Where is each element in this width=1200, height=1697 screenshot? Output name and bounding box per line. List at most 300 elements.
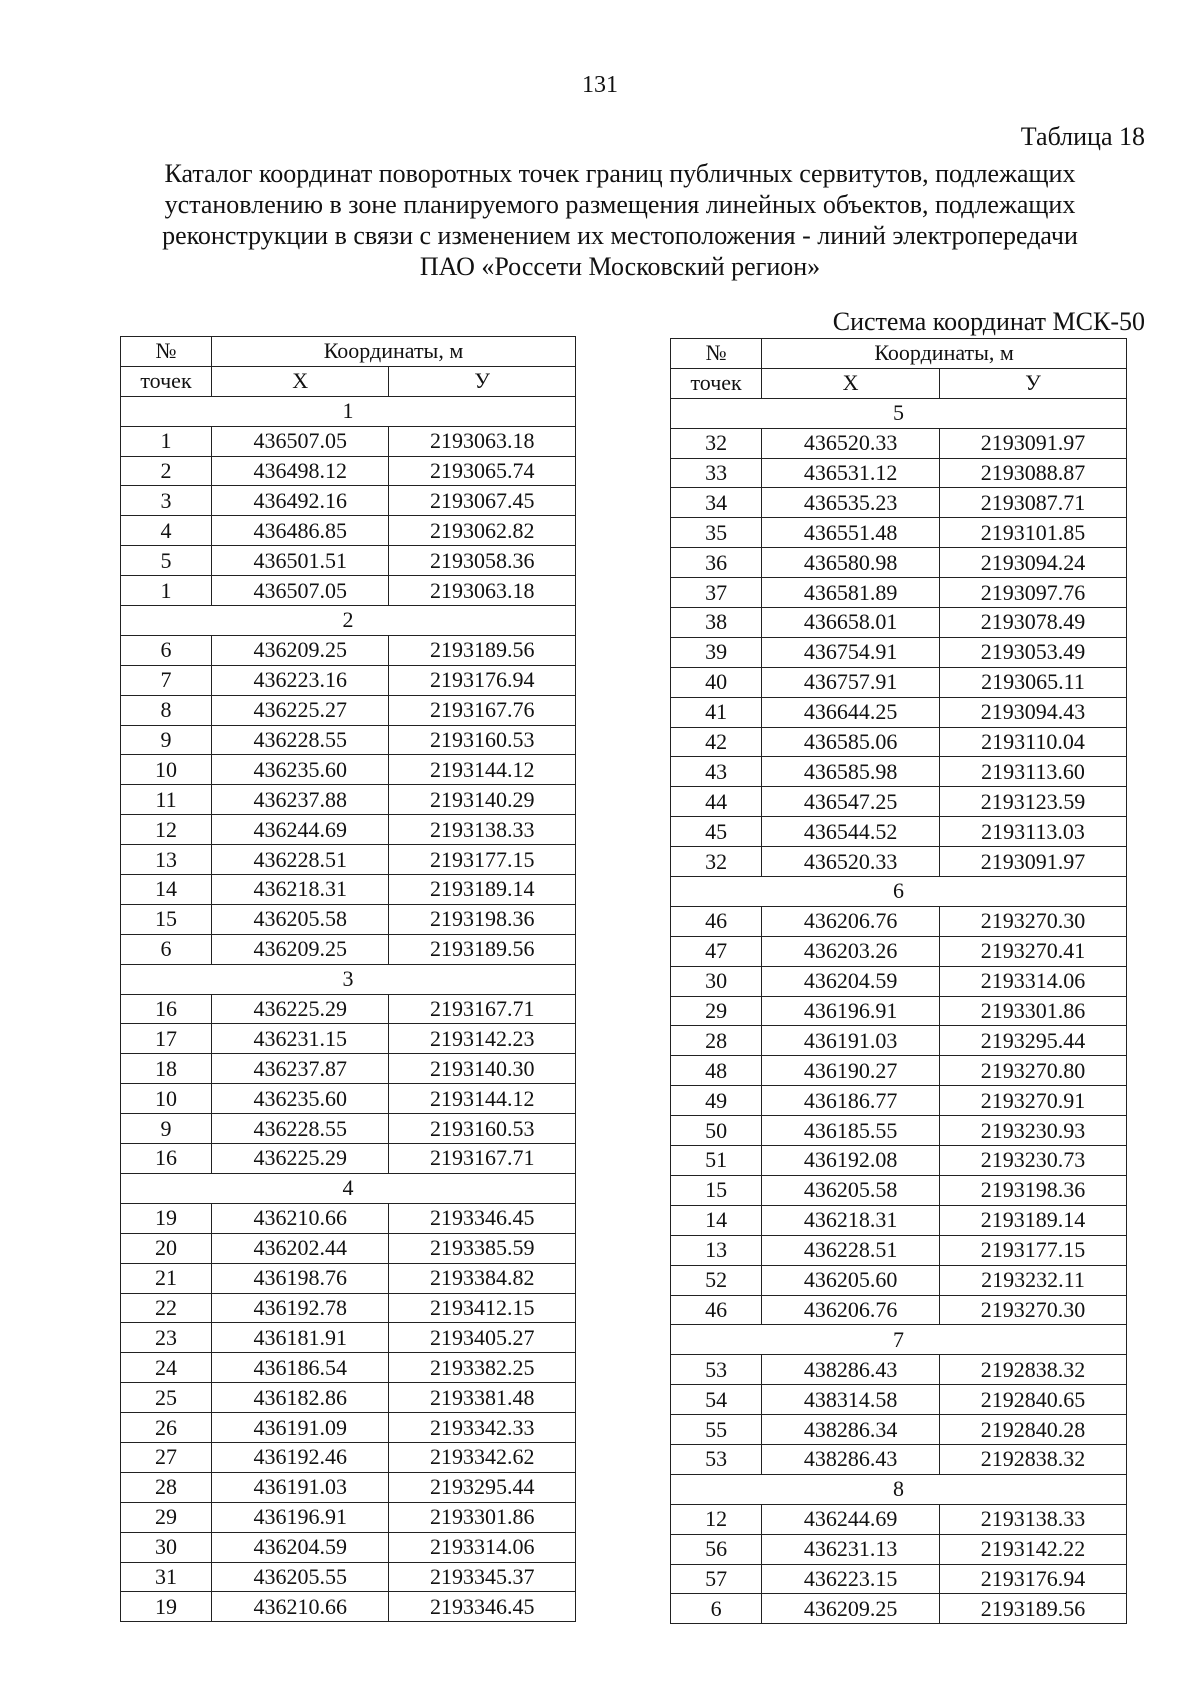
table-row	[671, 458, 1127, 488]
x-coordinate: 436218.31	[212, 875, 389, 905]
y-coordinate: 2193088.87	[940, 458, 1127, 488]
x-coordinate: 436204.59	[762, 966, 940, 996]
y-coordinate: 2193167.76	[389, 695, 576, 725]
point-number: 41	[671, 697, 762, 727]
point-number: 9	[121, 725, 212, 755]
table-row	[121, 1383, 576, 1413]
point-number: 27	[121, 1442, 212, 1472]
group-number: 7	[671, 1325, 1127, 1355]
table-row	[671, 1534, 1127, 1564]
table-row	[121, 1532, 576, 1562]
table-row	[671, 1235, 1127, 1265]
x-coordinate: 436235.60	[212, 1084, 389, 1114]
point-number: 12	[121, 815, 212, 845]
point-number: 36	[671, 548, 762, 578]
table-row	[671, 1564, 1127, 1594]
table-row	[121, 934, 576, 964]
header-points: точек	[671, 368, 762, 398]
x-coordinate: 436225.27	[212, 695, 389, 725]
header-number: №	[671, 339, 762, 369]
x-coordinate: 436205.58	[762, 1175, 940, 1205]
table-row	[671, 697, 1127, 727]
y-coordinate: 2193314.06	[389, 1532, 576, 1562]
y-coordinate: 2193381.48	[389, 1383, 576, 1413]
point-number: 1	[121, 426, 212, 456]
header-number: №	[121, 337, 212, 367]
point-number: 6	[121, 635, 212, 665]
point-number: 56	[671, 1534, 762, 1564]
header-points: точек	[121, 366, 212, 396]
group-number: 5	[671, 398, 1127, 428]
header-x: Х	[212, 366, 389, 396]
y-coordinate: 2193063.18	[389, 576, 576, 606]
table-row	[671, 1026, 1127, 1056]
table-row	[121, 1024, 576, 1054]
table-header-row	[121, 366, 576, 396]
table-row	[121, 516, 576, 546]
point-number: 46	[671, 1295, 762, 1325]
table-row	[121, 456, 576, 486]
x-coordinate: 436581.89	[762, 578, 940, 608]
x-coordinate: 436223.16	[212, 665, 389, 695]
point-number: 17	[121, 1024, 212, 1054]
table-row	[121, 904, 576, 934]
y-coordinate: 2193342.33	[389, 1413, 576, 1443]
coordinate-system-label: Система координат МСК-50	[832, 307, 1145, 336]
point-number: 29	[121, 1502, 212, 1532]
table-row	[671, 1415, 1127, 1445]
table-row	[671, 996, 1127, 1026]
point-number: 51	[671, 1146, 762, 1176]
y-coordinate: 2193384.82	[389, 1263, 576, 1293]
group-number: 2	[121, 606, 576, 636]
table-row	[671, 1116, 1127, 1146]
point-number: 33	[671, 458, 762, 488]
x-coordinate: 436225.29	[212, 1144, 389, 1174]
y-coordinate: 2193094.43	[940, 697, 1127, 727]
title-line: реконструкции в связи с изменением их местоположения - линий электропередачи	[162, 221, 1078, 250]
y-coordinate: 2193176.94	[940, 1564, 1127, 1594]
y-coordinate: 2193113.03	[940, 817, 1127, 847]
x-coordinate: 436225.29	[212, 994, 389, 1024]
table-row	[121, 875, 576, 905]
table-row	[121, 1323, 576, 1353]
point-number: 32	[671, 847, 762, 877]
point-number: 7	[121, 665, 212, 695]
x-coordinate: 436757.91	[762, 667, 940, 697]
x-coordinate: 436209.25	[212, 934, 389, 964]
point-number: 16	[121, 994, 212, 1024]
table-row	[121, 1263, 576, 1293]
table-row	[121, 1084, 576, 1114]
table-row	[671, 1385, 1127, 1415]
point-number: 47	[671, 936, 762, 966]
point-number: 42	[671, 727, 762, 757]
point-number: 50	[671, 1116, 762, 1146]
table-row	[671, 667, 1127, 697]
table-header-row	[671, 339, 1127, 369]
group-number: 8	[671, 1474, 1127, 1504]
x-coordinate: 436237.88	[212, 785, 389, 815]
y-coordinate: 2193065.74	[389, 456, 576, 486]
x-coordinate: 436228.55	[212, 1114, 389, 1144]
y-coordinate: 2193065.11	[940, 667, 1127, 697]
x-coordinate: 436551.48	[762, 518, 940, 548]
table-row	[671, 1594, 1127, 1624]
y-coordinate: 2193342.62	[389, 1442, 576, 1472]
x-coordinate: 436191.03	[212, 1472, 389, 1502]
point-number: 29	[671, 996, 762, 1026]
table-row	[671, 966, 1127, 996]
y-coordinate: 2193140.29	[389, 785, 576, 815]
group-row	[121, 396, 576, 426]
point-number: 45	[671, 817, 762, 847]
point-number: 53	[671, 1355, 762, 1385]
group-row	[121, 1173, 576, 1203]
group-row	[671, 1325, 1127, 1355]
x-coordinate: 436231.13	[762, 1534, 940, 1564]
group-row	[671, 1474, 1127, 1504]
table-row	[121, 1233, 576, 1263]
point-number: 10	[121, 1084, 212, 1114]
x-coordinate: 436658.01	[762, 608, 940, 638]
point-number: 28	[671, 1026, 762, 1056]
table-row	[671, 608, 1127, 638]
table-row	[121, 755, 576, 785]
table-row	[671, 1504, 1127, 1534]
x-coordinate: 436235.60	[212, 755, 389, 785]
x-coordinate: 436196.91	[762, 996, 940, 1026]
table-row	[671, 847, 1127, 877]
x-coordinate: 436196.91	[212, 1502, 389, 1532]
y-coordinate: 2193058.36	[389, 546, 576, 576]
y-coordinate: 2193144.12	[389, 1084, 576, 1114]
y-coordinate: 2193110.04	[940, 727, 1127, 757]
y-coordinate: 2193142.23	[389, 1024, 576, 1054]
point-number: 46	[671, 906, 762, 936]
group-number: 4	[121, 1173, 576, 1203]
y-coordinate: 2193101.85	[940, 518, 1127, 548]
x-coordinate: 436192.78	[212, 1293, 389, 1323]
x-coordinate: 436228.55	[212, 725, 389, 755]
group-row	[121, 964, 576, 994]
x-coordinate: 436191.09	[212, 1413, 389, 1443]
x-coordinate: 436244.69	[762, 1504, 940, 1534]
x-coordinate: 436228.51	[762, 1235, 940, 1265]
x-coordinate: 436507.05	[212, 426, 389, 456]
table-row	[671, 1295, 1127, 1325]
y-coordinate: 2193087.71	[940, 488, 1127, 518]
point-number: 48	[671, 1056, 762, 1086]
x-coordinate: 436181.91	[212, 1323, 389, 1353]
point-number: 25	[121, 1383, 212, 1413]
point-number: 26	[121, 1413, 212, 1443]
x-coordinate: 438286.43	[762, 1444, 940, 1474]
x-coordinate: 438286.34	[762, 1415, 940, 1445]
x-coordinate: 436203.26	[762, 936, 940, 966]
y-coordinate: 2193189.14	[389, 875, 576, 905]
y-coordinate: 2193270.91	[940, 1086, 1127, 1116]
y-coordinate: 2193053.49	[940, 637, 1127, 667]
point-number: 20	[121, 1233, 212, 1263]
y-coordinate: 2192840.28	[940, 1415, 1127, 1445]
y-coordinate: 2193189.56	[940, 1594, 1127, 1624]
point-number: 19	[121, 1203, 212, 1233]
point-number: 13	[121, 845, 212, 875]
x-coordinate: 436186.54	[212, 1353, 389, 1383]
point-number: 34	[671, 488, 762, 518]
x-coordinate: 436585.06	[762, 727, 940, 757]
y-coordinate: 2193230.93	[940, 1116, 1127, 1146]
point-number: 2	[121, 456, 212, 486]
y-coordinate: 2193405.27	[389, 1323, 576, 1353]
y-coordinate: 2193094.24	[940, 548, 1127, 578]
y-coordinate: 2193067.45	[389, 486, 576, 516]
table-row	[671, 757, 1127, 787]
point-number: 16	[121, 1144, 212, 1174]
table-row	[671, 1175, 1127, 1205]
point-number: 37	[671, 578, 762, 608]
table-row	[671, 428, 1127, 458]
table-row	[121, 486, 576, 516]
group-number: 3	[121, 964, 576, 994]
x-coordinate: 436190.27	[762, 1056, 940, 1086]
table-header-row	[121, 337, 576, 367]
x-coordinate: 436206.76	[762, 906, 940, 936]
point-number: 32	[671, 428, 762, 458]
point-number: 13	[671, 1235, 762, 1265]
y-coordinate: 2193097.76	[940, 578, 1127, 608]
table-row	[121, 635, 576, 665]
y-coordinate: 2193142.22	[940, 1534, 1127, 1564]
table-row	[671, 1086, 1127, 1116]
y-coordinate: 2193177.15	[389, 845, 576, 875]
x-coordinate: 436644.25	[762, 697, 940, 727]
y-coordinate: 2193091.97	[940, 428, 1127, 458]
point-number: 4	[121, 516, 212, 546]
table-row	[121, 665, 576, 695]
table-row	[121, 1144, 576, 1174]
point-number: 6	[121, 934, 212, 964]
x-coordinate: 436492.16	[212, 486, 389, 516]
y-coordinate: 2193385.59	[389, 1233, 576, 1263]
x-coordinate: 436210.66	[212, 1203, 389, 1233]
y-coordinate: 2193301.86	[389, 1502, 576, 1532]
y-coordinate: 2193270.80	[940, 1056, 1127, 1086]
x-coordinate: 436237.87	[212, 1054, 389, 1084]
table-row	[121, 1562, 576, 1592]
x-coordinate: 436520.33	[762, 847, 940, 877]
header-coordinates: Координаты, м	[212, 337, 576, 367]
table-row	[121, 695, 576, 725]
point-number: 15	[671, 1175, 762, 1205]
point-number: 5	[121, 546, 212, 576]
header-x: Х	[762, 368, 940, 398]
x-coordinate: 436185.55	[762, 1116, 940, 1146]
group-row	[671, 398, 1127, 428]
y-coordinate: 2193346.45	[389, 1203, 576, 1233]
y-coordinate: 2193177.15	[940, 1235, 1127, 1265]
point-number: 14	[121, 875, 212, 905]
x-coordinate: 436228.51	[212, 845, 389, 875]
table-row	[121, 725, 576, 755]
x-coordinate: 436531.12	[762, 458, 940, 488]
point-number: 53	[671, 1444, 762, 1474]
y-coordinate: 2193091.97	[940, 847, 1127, 877]
y-coordinate: 2193314.06	[940, 966, 1127, 996]
table-row	[671, 727, 1127, 757]
y-coordinate: 2193189.14	[940, 1205, 1127, 1235]
table-row	[671, 578, 1127, 608]
document-title	[100, 158, 1140, 282]
x-coordinate: 436547.25	[762, 787, 940, 817]
table-row	[671, 1056, 1127, 1086]
table-row	[671, 1146, 1127, 1176]
table-row	[121, 845, 576, 875]
table-row	[121, 1203, 576, 1233]
y-coordinate: 2192840.65	[940, 1385, 1127, 1415]
group-number: 6	[671, 877, 1127, 907]
group-row	[121, 606, 576, 636]
point-number: 35	[671, 518, 762, 548]
y-coordinate: 2193270.41	[940, 936, 1127, 966]
coordinates-table-right	[670, 338, 1127, 1624]
x-coordinate: 436544.52	[762, 817, 940, 847]
point-number: 6	[671, 1594, 762, 1624]
x-coordinate: 436192.08	[762, 1146, 940, 1176]
y-coordinate: 2193062.82	[389, 516, 576, 546]
y-coordinate: 2193063.18	[389, 426, 576, 456]
header-coordinates: Координаты, м	[762, 339, 1127, 369]
y-coordinate: 2193176.94	[389, 665, 576, 695]
point-number: 9	[121, 1114, 212, 1144]
x-coordinate: 436580.98	[762, 548, 940, 578]
y-coordinate: 2192838.32	[940, 1355, 1127, 1385]
y-coordinate: 2193189.56	[389, 934, 576, 964]
table-row	[671, 637, 1127, 667]
table-row	[121, 1592, 576, 1622]
table-row	[121, 576, 576, 606]
y-coordinate: 2192838.32	[940, 1444, 1127, 1474]
point-number: 30	[121, 1532, 212, 1562]
x-coordinate: 436206.76	[762, 1295, 940, 1325]
point-number: 18	[121, 1054, 212, 1084]
table-row	[671, 1355, 1127, 1385]
y-coordinate: 2193189.56	[389, 635, 576, 665]
point-number: 49	[671, 1086, 762, 1116]
x-coordinate: 436507.05	[212, 576, 389, 606]
point-number: 8	[121, 695, 212, 725]
x-coordinate: 436210.66	[212, 1592, 389, 1622]
table-row	[121, 1353, 576, 1383]
x-coordinate: 436202.44	[212, 1233, 389, 1263]
y-coordinate: 2193160.53	[389, 1114, 576, 1144]
y-coordinate: 2193138.33	[389, 815, 576, 845]
x-coordinate: 436205.58	[212, 904, 389, 934]
x-coordinate: 436244.69	[212, 815, 389, 845]
x-coordinate: 436223.15	[762, 1564, 940, 1594]
point-number: 1	[121, 576, 212, 606]
x-coordinate: 436209.25	[762, 1594, 940, 1624]
point-number: 12	[671, 1504, 762, 1534]
point-number: 10	[121, 755, 212, 785]
point-number: 55	[671, 1415, 762, 1445]
y-coordinate: 2193078.49	[940, 608, 1127, 638]
table-row	[121, 1442, 576, 1472]
y-coordinate: 2193198.36	[389, 904, 576, 934]
group-row	[671, 877, 1127, 907]
point-number: 22	[121, 1293, 212, 1323]
y-coordinate: 2193232.11	[940, 1265, 1127, 1295]
y-coordinate: 2193140.30	[389, 1054, 576, 1084]
point-number: 54	[671, 1385, 762, 1415]
x-coordinate: 436231.15	[212, 1024, 389, 1054]
y-coordinate: 2193138.33	[940, 1504, 1127, 1534]
point-number: 39	[671, 637, 762, 667]
x-coordinate: 436182.86	[212, 1383, 389, 1413]
x-coordinate: 436498.12	[212, 456, 389, 486]
x-coordinate: 436192.46	[212, 1442, 389, 1472]
y-coordinate: 2193270.30	[940, 906, 1127, 936]
y-coordinate: 2193270.30	[940, 1295, 1127, 1325]
table-row	[671, 518, 1127, 548]
title-line: Каталог координат поворотных точек границ публичных сервитутов, подлежащих	[164, 159, 1076, 188]
table-row	[121, 1413, 576, 1443]
table-row	[121, 426, 576, 456]
group-number: 1	[121, 396, 576, 426]
point-number: 23	[121, 1323, 212, 1353]
x-coordinate: 438314.58	[762, 1385, 940, 1415]
table-row	[671, 548, 1127, 578]
point-number: 44	[671, 787, 762, 817]
x-coordinate: 436191.03	[762, 1026, 940, 1056]
y-coordinate: 2193167.71	[389, 1144, 576, 1174]
x-coordinate: 436754.91	[762, 637, 940, 667]
table-row	[121, 1114, 576, 1144]
header-y: У	[389, 366, 576, 396]
page-number: 131	[582, 72, 618, 98]
y-coordinate: 2193198.36	[940, 1175, 1127, 1205]
table-row	[671, 488, 1127, 518]
table-row	[671, 1205, 1127, 1235]
table-row	[121, 1472, 576, 1502]
x-coordinate: 436218.31	[762, 1205, 940, 1235]
point-number: 3	[121, 486, 212, 516]
point-number: 38	[671, 608, 762, 638]
x-coordinate: 436501.51	[212, 546, 389, 576]
table-row	[121, 994, 576, 1024]
table-row	[671, 1265, 1127, 1295]
y-coordinate: 2193412.15	[389, 1293, 576, 1323]
point-number: 57	[671, 1564, 762, 1594]
x-coordinate: 436205.60	[762, 1265, 940, 1295]
y-coordinate: 2193295.44	[940, 1026, 1127, 1056]
title-line: ПАО «Россети Московский регион»	[419, 252, 821, 281]
table-row	[121, 785, 576, 815]
x-coordinate: 436209.25	[212, 635, 389, 665]
table-label: Таблица 18	[1020, 122, 1145, 151]
table-row	[121, 1502, 576, 1532]
point-number: 40	[671, 667, 762, 697]
x-coordinate: 438286.43	[762, 1355, 940, 1385]
x-coordinate: 436535.23	[762, 488, 940, 518]
table-row	[121, 815, 576, 845]
y-coordinate: 2193160.53	[389, 725, 576, 755]
table-row	[121, 1054, 576, 1084]
point-number: 31	[121, 1562, 212, 1592]
point-number: 14	[671, 1205, 762, 1235]
table-row	[671, 787, 1127, 817]
